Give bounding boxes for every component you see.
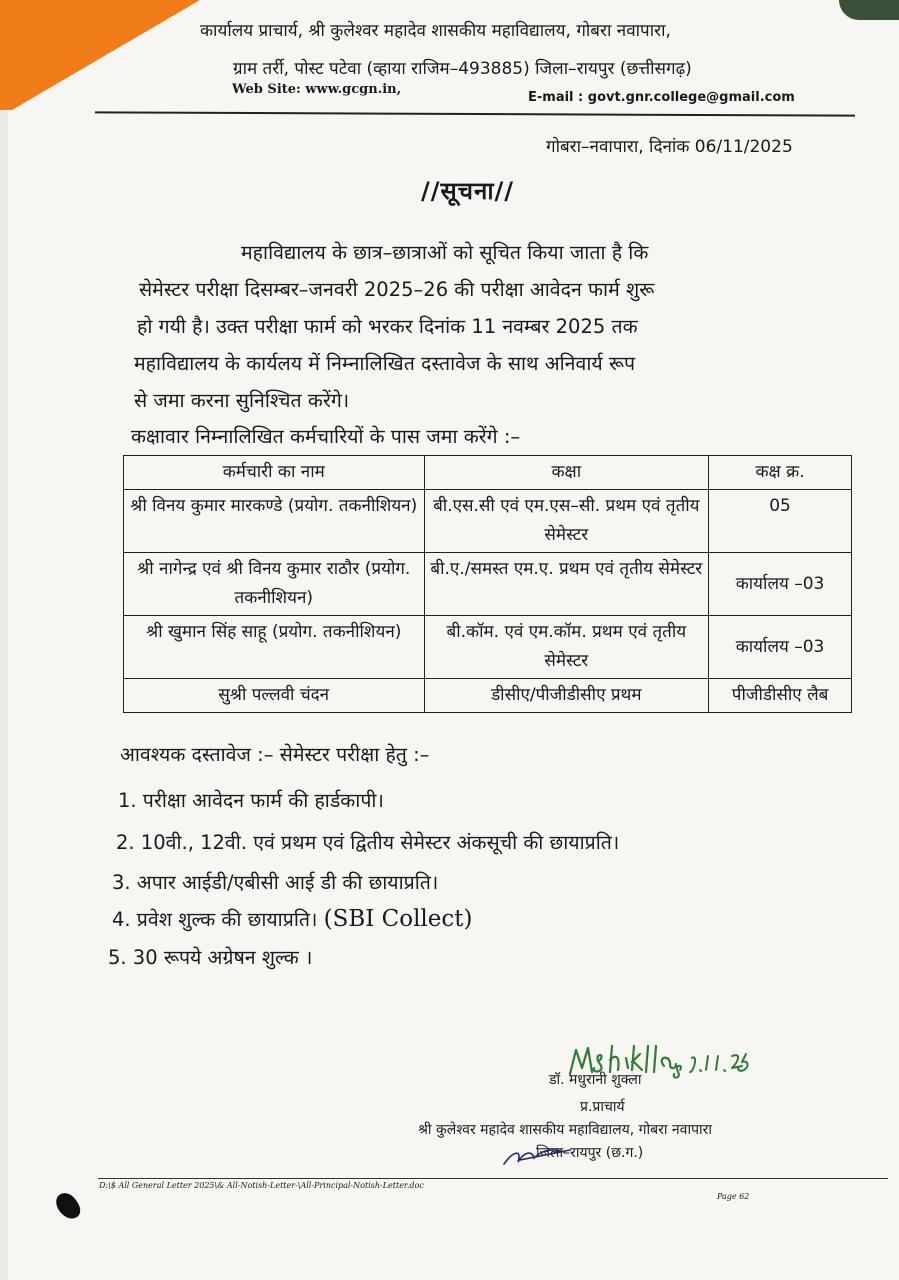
date-line: गोबरा–नवापारा, दिनांक 06/11/2025: [546, 137, 793, 157]
body-line-3: हो गयी है। उक्त परीक्षा फार्म को भरकर दिनांक 11 नवम्बर 2025 तक: [137, 315, 638, 338]
staff-name-cell: श्री विनय कुमार मारकण्डे (प्रयोग. तकनीशियन): [124, 490, 425, 553]
staff-name-cell: सुश्री पल्लवी चंदन: [124, 679, 425, 713]
class-cell: बी.कॉम. एवं एम.कॉम. प्रथम एवं तृतीय सेमेस्टर: [424, 616, 709, 679]
table-row: [124, 679, 852, 713]
body-line-1: महाविद्यालय के छात्र–छात्राओं को सूचित किया जाता है कि: [241, 241, 649, 264]
table-row: [124, 616, 852, 679]
room-cell: 05: [709, 490, 852, 553]
table-header-row: [124, 456, 852, 490]
staff-name-cell: श्री खुमान सिंह साहू (प्रयोग. तकनीशियन): [124, 616, 425, 679]
class-cell: बी.एस.सी एवं एम.एस–सी. प्रथम एवं तृतीय सेमेस्टर: [424, 490, 709, 553]
room-cell: कार्यालय –03: [709, 616, 852, 679]
footer-page-number: Page 62: [717, 1192, 750, 1201]
table-intro: कक्षावार निम्नालिखित कर्मचारियों के पास जमा करेंगे :–: [131, 425, 521, 448]
documents-title: आवश्यक दस्तावेज :– सेमेस्टर परीक्षा हेतु :–: [120, 743, 430, 766]
footer-rule: [98, 1178, 888, 1179]
signatory-college: श्री कुलेश्वर महादेव शासकीय महाविद्यालय, गोबरा नवापारा: [418, 1122, 713, 1138]
signature-scribble: [500, 1140, 580, 1170]
header-class: कक्षा: [424, 456, 709, 490]
signatory-district: जिला–रायपुर (छ.ग.): [536, 1145, 644, 1161]
website-text: Web Site: www.gcgn.in,: [232, 82, 402, 97]
room-cell: पीजीडीसीए लैब: [709, 679, 852, 713]
dark-corner-decoration: [839, 0, 899, 20]
class-cell: डीसीए/पीजीडीसीए प्रथम: [424, 679, 709, 713]
body-line-5: से जमा करना सुनिश्चित करेंगे।: [134, 389, 350, 412]
table-row: [124, 490, 852, 553]
letterhead-line-1: कार्यालय प्राचार्य, श्री कुलेश्वर महादेव शासकीय महाविद्यालय, गोबरा नवापारा,: [200, 21, 671, 41]
email-text: E-mail : govt.gnr.college@gmail.com: [528, 90, 795, 105]
document-item-4-text: 4. प्रवेश शुल्क की छायाप्रति।: [112, 908, 318, 931]
staff-table: [123, 455, 852, 713]
sbi-collect-text: (SBI Collect): [323, 906, 473, 932]
document-item-4: [112, 905, 473, 932]
body-line-2: सेमेस्टर परीक्षा दिसम्बर–जनवरी 2025–26 की परीक्षा आवेदन फार्म शुरू: [139, 278, 655, 301]
header-room-no: कक्ष क्र.: [709, 456, 852, 490]
signatory-designation: प्र.प्राचार्य: [580, 1099, 625, 1115]
document-item-2: 2. 10वी., 12वी. एवं प्रथम एवं द्वितीय सेमेस्टर अंकसूची की छायाप्रति।: [116, 831, 620, 854]
class-cell: बी.ए./समस्त एम.ए. प्रथम एवं तृतीय सेमेस्टर: [424, 553, 709, 616]
document-item-1: 1. परीक्षा आवेदन फार्म की हार्डकापी।: [118, 789, 384, 812]
document-item-5: 5. 30 रूपये अग्रेषन शुल्क ।: [108, 946, 313, 969]
staff-name-cell: श्री नागेन्द्र एवं श्री विनय कुमार राठौर (प्रयोग. तकनीशियन): [124, 553, 425, 616]
body-line-4: महाविद्यालय के कार्यलय में निम्नालिखित दस्तावेज के साथ अनिवार्य रूप: [134, 352, 636, 375]
header-staff-name: कर्मचारी का नाम: [124, 456, 425, 490]
notice-title: //सूचना//: [421, 177, 515, 205]
room-cell: कार्यालय –03: [709, 553, 852, 616]
table-row: [124, 553, 852, 616]
letterhead-line-2: ग्राम तर्री, पोस्ट पटेवा (व्हाया राजिम–493885) जिला–रायपुर (छत्तीसगढ़): [233, 59, 692, 79]
footer-file-path: D:\$ All General Letter 2025\& All-Notish-Letter-\All-Principal-Notish-Letter.doc: [99, 1181, 424, 1190]
signatory-name: डॉ. मधुरानी शुक्ला: [549, 1072, 642, 1088]
document-item-3: 3. अपार आईडी/एबीसी आई डी की छायाप्रति।: [112, 871, 439, 894]
